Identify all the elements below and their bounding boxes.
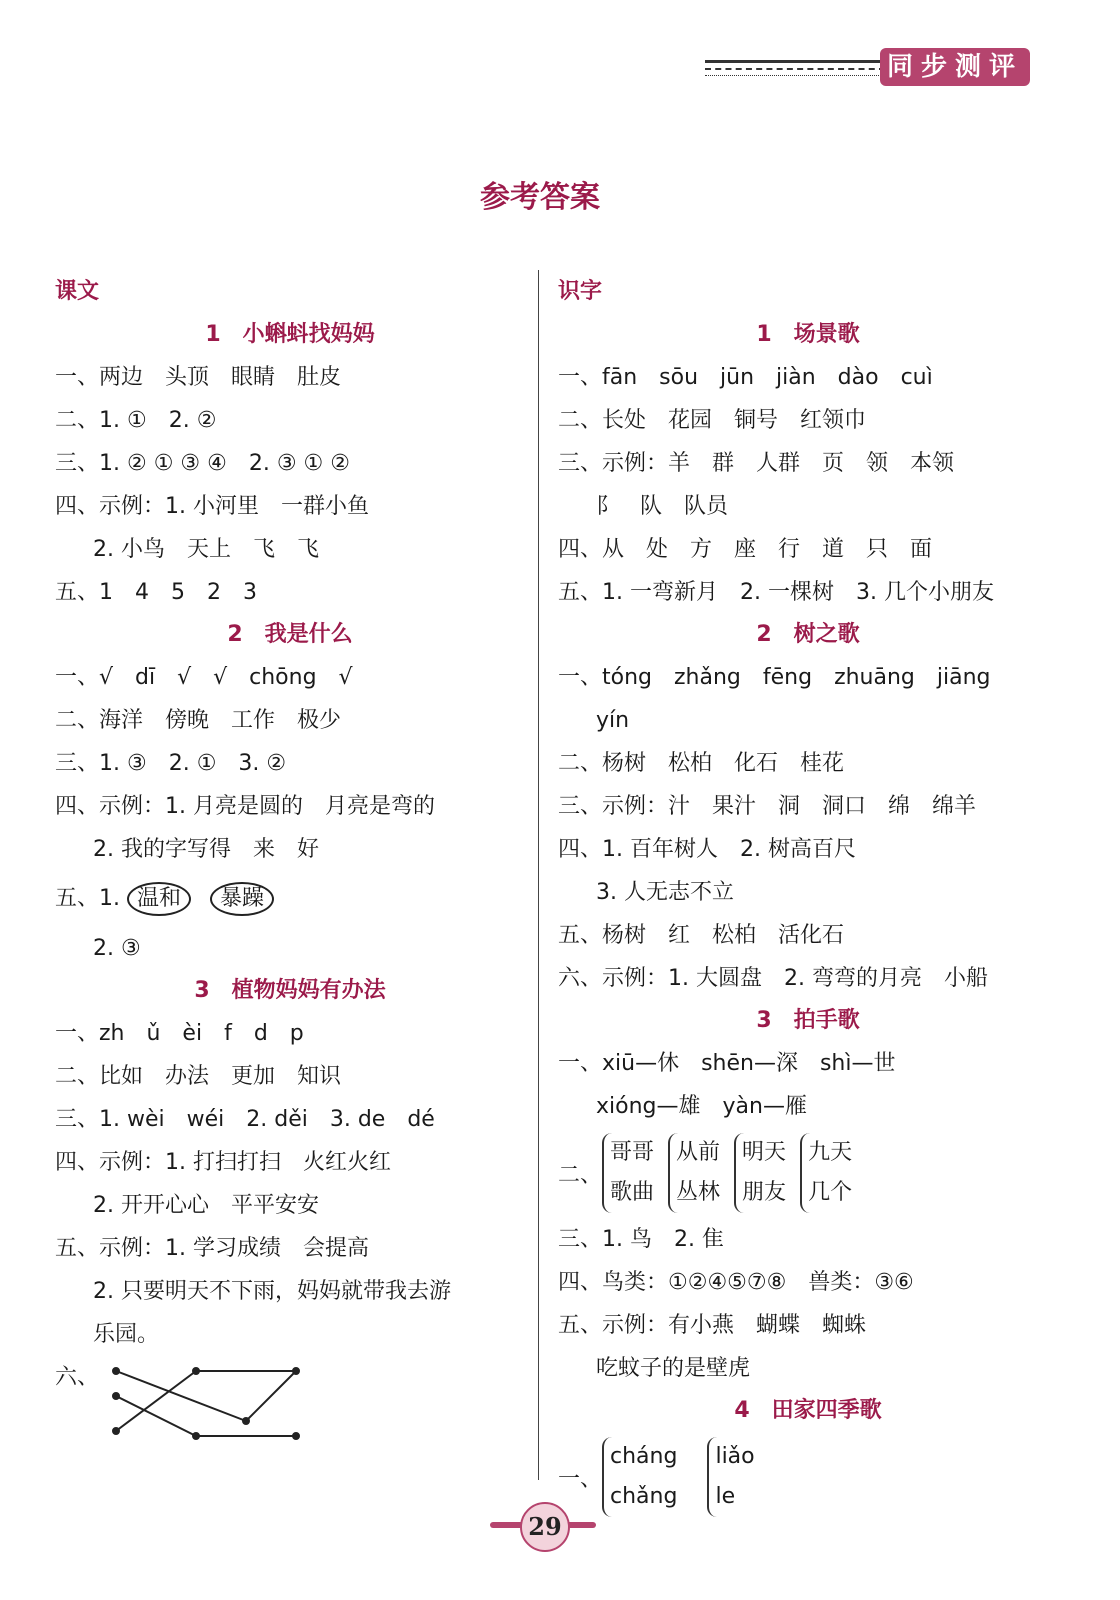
answer-line: 乐园。 <box>93 1322 160 1347</box>
answer-line: 2. 小鸟 天上 飞 飞 <box>93 537 319 562</box>
answer-line: 三、1. ③ 2. ① 3. ② <box>55 751 287 776</box>
answer-line: 五、示例：有小燕 蝴蝶 蜘蛛 <box>558 1313 867 1338</box>
brace-item: 朋友 <box>742 1180 787 1205</box>
answer-line <box>55 871 525 927</box>
matching-lines-diagram <box>106 1356 306 1451</box>
header-band <box>705 48 1035 88</box>
brace-item: chǎng <box>610 1484 678 1509</box>
answer-prefix: 二、 <box>558 1162 603 1188</box>
answer-line: 三、示例：羊 群 人群 页 领 本领 <box>558 451 955 476</box>
answer-line: 三、示例：汁 果汁 洞 洞口 绵 绵羊 <box>558 794 977 819</box>
answer-line: yín <box>596 708 630 733</box>
brace-item: 歌曲 <box>610 1180 655 1205</box>
answer-line: 一、√ dī √ √ chōng √ <box>55 665 353 690</box>
brace-group <box>602 1437 677 1517</box>
answer-line: 一、tóng zhǎng fēng zhuāng jiāng <box>558 665 991 690</box>
lesson-title: 1 场景歌 <box>756 322 860 347</box>
answer-line: 四、示例：1. 打扫打扫 火红火红 <box>55 1150 391 1175</box>
circled-answer: 暴躁 <box>210 882 274 916</box>
answer-line: 三、1. 鸟 2. 隹 <box>558 1227 724 1252</box>
brace-group <box>800 1133 852 1213</box>
answer-line: 阝 队 队员 <box>596 494 729 519</box>
lesson-title: 1 小蝌蚪找妈妈 <box>205 322 375 347</box>
column-divider <box>538 270 539 1480</box>
lesson-title: 2 我是什么 <box>227 622 353 647</box>
section-heading: 识字 <box>558 279 603 304</box>
answer-line: 2. 我的字写得 来 好 <box>93 837 319 862</box>
answer-line: 五、1. 一弯新月 2. 一棵树 3. 几个小朋友 <box>558 580 994 605</box>
right-column <box>558 270 1058 1522</box>
answer-prefix: 五、1. <box>55 886 120 911</box>
brace-item: 明天 <box>742 1140 787 1165</box>
answer-line: 一、zh ǔ èi f d p <box>55 1021 304 1046</box>
answer-line: 五、示例：1. 学习成绩 会提高 <box>55 1236 369 1261</box>
answer-line: 三、1. wèi wéi 2. děi 3. de dé <box>55 1107 435 1132</box>
brace-group <box>602 1133 654 1213</box>
lesson-title: 2 树之歌 <box>756 622 860 647</box>
answer-line: xióng—雄 yàn—雁 <box>596 1094 807 1119</box>
brace-group <box>668 1133 720 1213</box>
answer-line: 3. 人无志不立 <box>596 880 734 905</box>
matching-answer <box>55 1356 525 1456</box>
answer-line: 四、从 处 方 座 行 道 只 面 <box>558 537 933 562</box>
lesson-title: 3 拍手歌 <box>756 1008 860 1033</box>
section-heading: 课文 <box>55 279 100 304</box>
answer-line: 二、杨树 松柏 化石 桂花 <box>558 751 845 776</box>
brace-item: 九天 <box>808 1140 853 1165</box>
brace-group <box>734 1133 786 1213</box>
answer-line: 二、海洋 傍晚 工作 极少 <box>55 708 342 733</box>
header-rule <box>705 75 885 76</box>
page-number: 29 <box>520 1502 570 1552</box>
answer-prefix: 一、 <box>558 1466 603 1492</box>
brace-item: cháng <box>610 1444 678 1469</box>
header-rule <box>705 60 885 63</box>
lesson-title: 3 植物妈妈有办法 <box>194 978 386 1003</box>
answer-line: 五、杨树 红 松柏 活化石 <box>558 923 845 948</box>
answer-line: 二、1. ① 2. ② <box>55 408 217 433</box>
answer-line: 四、示例：1. 月亮是圆的 月亮是弯的 <box>55 794 435 819</box>
brace-item: 哥哥 <box>610 1140 655 1165</box>
answer-line: 一、两边 头顶 眼睛 肚皮 <box>55 365 342 390</box>
answer-line: 一、xiū—休 shēn—深 shì—世 <box>558 1051 896 1076</box>
brace-group <box>707 1437 754 1517</box>
answer-line: 五、1 4 5 2 3 <box>55 580 257 605</box>
circled-answer: 温和 <box>127 882 191 916</box>
answer-line: 二、比如 办法 更加 知识 <box>55 1064 342 1089</box>
answer-line: 三、1. ② ① ③ ④ 2. ③ ① ② <box>55 451 350 476</box>
answer-line: 四、示例：1. 小河里 一群小鱼 <box>55 494 369 519</box>
answer-line: 四、1. 百年树人 2. 树高百尺 <box>558 837 856 862</box>
page-number-badge <box>490 1500 600 1550</box>
lesson-title: 4 田家四季歌 <box>734 1398 882 1423</box>
answer-line: 二、长处 花园 铜号 红领巾 <box>558 408 867 433</box>
answer-line: 六、示例：1. 大圆盘 2. 弯弯的月亮 小船 <box>558 966 988 991</box>
brace-item: 丛林 <box>676 1180 721 1205</box>
answer-line: 2. 开开心心 平平安安 <box>93 1193 319 1218</box>
answer-line: 2. 只要明天不下雨，妈妈就带我去游 <box>93 1279 451 1304</box>
page-title: 参考答案 <box>480 180 600 215</box>
brace-answer <box>558 1128 1058 1218</box>
answer-line: 四、鸟类：①②④⑤⑦⑧ 兽类：③⑥ <box>558 1270 914 1295</box>
brace-item: 从前 <box>676 1140 721 1165</box>
header-badge: 同步测评 <box>880 48 1030 86</box>
answer-line: 2. ③ <box>93 936 141 961</box>
brace-answer <box>558 1432 1058 1522</box>
answer-line: 吃蚊子的是壁虎 <box>596 1356 751 1381</box>
brace-item: liǎo <box>715 1444 755 1469</box>
header-rule <box>705 68 885 70</box>
answer-line: 一、fān sōu jūn jiàn dào cuì <box>558 365 933 390</box>
brace-item: le <box>715 1484 736 1509</box>
brace-item: 几个 <box>808 1180 853 1205</box>
left-column <box>55 270 525 1456</box>
answer-prefix: 六、 <box>55 1365 100 1390</box>
